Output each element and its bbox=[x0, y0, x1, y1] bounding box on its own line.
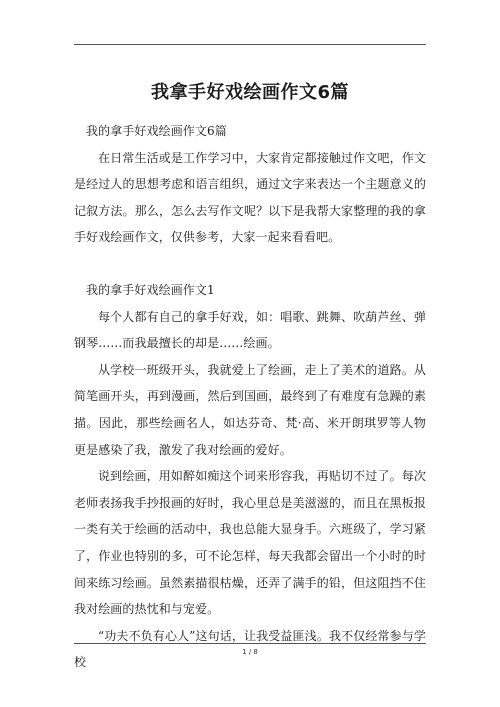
section-heading: 我的拿手好戏绘画作文1 bbox=[86, 282, 215, 297]
intro-paragraph: 在日常生活或是工作学习中，大家肯定都接触过作文吧，作文是经过人的思想考虑和语言组织，通过文字来表达一个主题意义的记叙方法。那么，怎么去写作文呢？以下是我帮大家整理的我的拿手好戏绘画作文，仅供参考，大家一起来看看吧。 bbox=[74, 150, 426, 245]
body-paragraph: “功夫不负有心人”这句话，让我受益匪浅。我不仅经常参与学校 bbox=[74, 628, 426, 670]
document-body bbox=[74, 118, 426, 676]
body-paragraph: 每个人都有自己的拿手好戏，如：唱歌、跳舞、吹葫芦丝、弹钢琴……而我最擅长的却是……绘画。 bbox=[74, 309, 426, 351]
footer-rule bbox=[74, 643, 426, 644]
header-rule bbox=[74, 44, 426, 45]
document-title: 我拿手好戏绘画作文6篇 bbox=[150, 82, 350, 103]
page-number: 1 / 8 bbox=[242, 648, 258, 656]
body-paragraph: 说到绘画，用如醉如痴这个词来形容我，再贴切不过了。每次老师表扬我手抄报画的好时，我心里总是美滋滋的，而且在黑板报一类有关于绘画的活动中，我也总能大显身手。六班级了，学习紧了，作业也特别的多，可不论怎样，每天我都会留出一个小时的时间来练习绘画。虽然素描很枯燥，还弄了满手的铅，但这阻挡不住我对绘画的热忱和与宠爱。 bbox=[74, 469, 426, 617]
document-subtitle: 我的拿手好戏绘画作文6篇 bbox=[86, 124, 227, 138]
body-paragraph: 从学校一班级开头，我就爱上了绘画，走上了美术的道路。从简笔画开头，再到漫画，然后到国画，最终到了有难度有急躁的素描。因此，那些绘画名人，如达芬奇、梵·高、米开朗琪罗等人物更是感染了我，激发了我对绘画的爱好。 bbox=[74, 362, 426, 457]
paragraph-spacer bbox=[74, 251, 426, 277]
